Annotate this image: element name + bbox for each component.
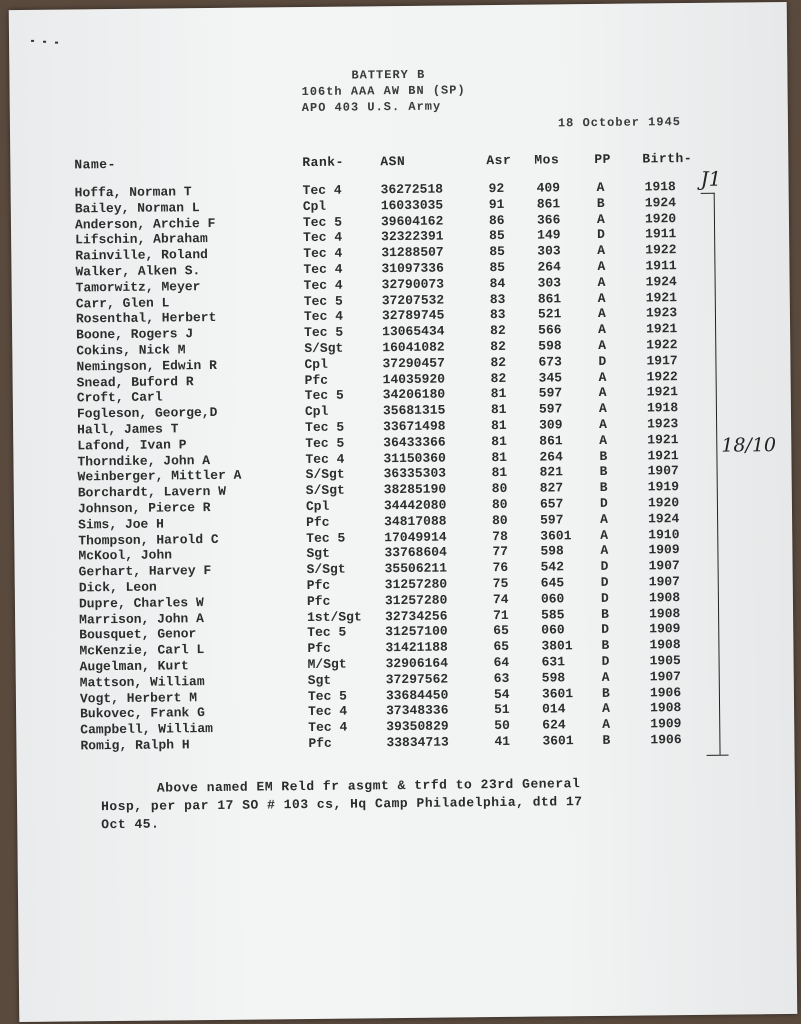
document-date: 18 October 1945 [557,115,682,131]
cell-name: Marrison, John A [79,610,205,627]
header-line-2: 106th AAA AW BN (SP) [301,83,466,100]
cell-name: Fogleson, George,D [76,405,218,422]
cell-pp: D [598,353,607,369]
cell-pp: D [601,622,610,638]
cell-rank: Tec 4 [303,277,343,293]
cell-rank: Tec 4 [303,245,343,262]
cell-asr: 91 [488,196,505,212]
cell-birth: 1920 [644,210,677,227]
cell-rank: Tec 4 [308,719,348,736]
cell-rank: Pfc [307,640,331,657]
cell-birth: 1924 [644,194,677,211]
cell-birth: 1905 [649,653,681,669]
cell-rank: Tec 4 [302,182,342,199]
cell-asr: 51 [493,702,510,718]
cell-name: Rosenthal, Herbert [75,310,217,327]
cell-pp: A [602,717,611,733]
cell-asr: 85 [489,259,506,276]
cell-asr: 82 [490,354,507,370]
cell-asn: 37297562 [385,671,449,687]
cell-mos: 597 [538,401,563,417]
cell-mos: 598 [541,670,566,686]
cell-mos: 821 [539,464,564,480]
cell-pp: A [601,701,610,717]
cell-name: Anderson, Archie F [74,215,216,233]
footer-line-1: Above named EM Reld fr asgmt & trfd to 23rd General [156,776,581,796]
cell-name: Bailey, Norman L [74,199,200,217]
cell-pp: A [600,511,608,527]
cell-pp: D [600,574,609,590]
footer-line-2: Hosp, per par 17 SO # 103 cs, Hq Camp Philadelphia, dtd 17 [100,794,583,815]
cell-name: Cokins, Nick M [76,342,186,359]
cell-birth: 1907 [647,463,679,479]
column-header-asr: Asr [486,152,512,169]
cell-asr: 80 [492,512,508,528]
cell-rank: Sgt [306,546,330,562]
cell-pp: A [597,274,606,290]
cell-asn: 32322391 [381,228,444,245]
cell-birth: 1917 [646,352,678,369]
cell-name: Johnson, Pierce R [77,500,211,517]
cell-mos: 303 [537,275,562,291]
cell-rank: Cpl [304,356,328,372]
cell-birth: 1922 [646,337,678,353]
cell-rank: Tec 4 [308,703,348,720]
cell-rank: Tec 5 [306,530,346,546]
cell-pp: A [597,258,606,274]
cell-pp: A [598,385,607,401]
cell-asn: 13065434 [382,323,445,340]
cell-pp: B [601,606,609,622]
cell-asr: 81 [491,465,508,481]
ink-speck [55,42,58,44]
cell-birth: 1918 [646,400,679,416]
cell-mos: 264 [539,448,563,465]
cell-rank: S/Sgt [306,561,346,578]
cell-birth: 1908 [648,589,681,606]
cell-name: Boone, Rogers J [76,326,194,343]
footer-line-3: Oct 45. [101,816,160,833]
cell-pp: B [601,685,610,701]
cell-asn: 37348336 [386,702,449,719]
cell-rank: Pfc [306,577,331,594]
cell-asr: 92 [488,180,505,197]
cell-asn: 31257280 [384,576,448,593]
cell-mos: 631 [541,654,566,670]
cell-name: McKool, John [78,547,173,564]
cell-pp: B [601,638,610,654]
cell-rank: Cpl [305,498,330,515]
cell-asn: 14035920 [382,371,446,387]
cell-mos: 598 [540,543,564,559]
cell-name: Thorndike, John A [77,452,211,469]
cell-name: Borchardt, Lavern W [77,484,227,501]
cell-birth: 1921 [645,289,678,306]
cell-name: Hall, James T [77,421,179,438]
cell-name: Nemingson, Edwin R [76,357,217,375]
cell-asr: 76 [492,560,509,576]
cell-mos: 060 [540,591,565,607]
cell-birth: 1911 [645,258,677,274]
cell-mos: 624 [542,717,566,733]
cell-asn: 36433366 [383,434,446,450]
document-page [9,2,798,1022]
cell-pp: A [600,543,609,559]
cell-name: Hoffa, Norman T [74,184,192,201]
cell-name: Lafond, Ivan P [77,437,187,454]
cell-asr: 65 [493,623,509,639]
cell-asr: 41 [494,733,511,750]
cell-asn: 38285190 [383,481,447,498]
cell-birth: 1920 [647,495,680,511]
cell-name: Weinberger, Mittler A [77,468,242,485]
cell-pp: A [596,211,605,227]
cell-pp: D [599,495,608,511]
cell-asr: 85 [489,244,505,260]
cell-asn: 34817088 [384,513,447,529]
cell-rank: Tec 5 [307,688,348,704]
cell-asn: 32734256 [385,608,448,624]
cell-mos: 827 [539,480,564,496]
cell-name: Rainville, Roland [75,247,208,264]
cell-mos: 521 [537,306,562,322]
cell-asn: 32790073 [381,276,445,293]
cell-rank: S/Sgt [305,467,345,483]
cell-pp: A [601,669,610,685]
cell-asr: 81 [490,402,507,418]
cell-name: Carr, Glen L [75,295,170,312]
cell-mos: 3801 [541,638,573,654]
cell-birth: 1919 [647,479,680,495]
cell-rank: Cpl [302,198,327,214]
cell-asn: 31097336 [381,260,444,277]
cell-asn: 16041082 [382,339,445,356]
cell-name: Vogt, Herbert M [79,689,198,706]
cell-asn: 36272518 [380,181,444,198]
cell-birth: 1907 [648,558,680,574]
cell-asr: 81 [491,449,508,465]
cell-birth: 1922 [645,242,677,258]
column-header-asn: ASN [380,153,406,170]
cell-rank: Tec 5 [307,624,347,641]
cell-name: Thompson, Harold C [78,531,219,548]
cell-birth: 1907 [649,668,682,685]
cell-rank: S/Sgt [305,482,345,499]
cell-birth: 1909 [649,621,681,637]
cell-asn: 32789745 [381,307,445,324]
cell-name: McKenzie, Carl L [79,642,205,659]
cell-rank: Pfc [306,593,331,609]
cell-rank: Tec 4 [303,309,344,325]
cell-name: Walker, Alken S. [75,263,201,280]
cell-mos: 566 [538,322,562,338]
cell-pp: D [600,590,609,606]
cell-rank: Tec 5 [305,435,345,451]
cell-mos: 3601 [540,527,572,544]
cell-pp: D [600,559,609,575]
cell-asn: 35681315 [382,402,446,419]
cell-mos: 861 [536,196,561,212]
cell-mos: 366 [536,211,561,228]
cell-rank: Pfc [304,372,329,388]
cell-asn: 39350829 [386,718,449,735]
cell-asn: 33768604 [384,544,447,561]
cell-name: Romig, Ralph H [80,737,190,754]
cell-name: Campbell, William [80,721,213,738]
cell-asn: 33684450 [385,687,449,703]
cell-pp: A [597,290,606,306]
cell-rank: Tec 5 [303,293,343,309]
cell-pp: A [599,416,607,432]
cell-mos: 303 [537,243,561,259]
cell-mos: 597 [538,385,563,401]
cell-asr: 65 [493,639,510,655]
cell-mos: 309 [539,417,563,433]
column-header-rank: Rank- [302,154,344,171]
cell-asn: 34442080 [383,497,447,514]
cell-birth: 1911 [645,226,677,242]
cell-asn: 34206180 [382,386,446,403]
cell-birth: 1924 [648,510,680,527]
cell-asr: 81 [490,386,507,402]
cell-mos: 585 [541,606,565,623]
cell-asr: 82 [490,370,507,386]
cell-rank: 1st/Sgt [307,609,362,625]
cell-mos: 542 [540,559,565,575]
cell-asr: 83 [489,307,506,323]
handwritten-date-note: 18/10 [721,434,777,457]
cell-birth: 1907 [648,574,681,590]
cell-asn: 33834713 [386,734,449,751]
cell-asr: 78 [492,528,508,544]
cell-birth: 1918 [644,179,676,195]
cell-asr: 82 [490,323,506,339]
cell-asn: 39604162 [380,213,444,229]
cell-mos: 3601 [542,733,574,749]
cell-rank: Tec 4 [305,451,345,467]
cell-rank: Tec 4 [303,230,343,246]
cell-mos: 657 [539,496,564,512]
cell-pp: B [599,480,608,496]
cell-birth: 1909 [648,542,680,558]
cell-asr: 84 [489,275,506,291]
cell-mos: 861 [537,290,562,307]
cell-mos: 060 [541,622,565,638]
cell-birth: 1908 [648,605,681,622]
cell-mos: 014 [541,701,566,717]
cell-name: Snead, Buford R [76,373,194,391]
cell-rank: Pfc [308,735,332,752]
cell-asr: 83 [489,291,506,307]
cell-asn: 33671498 [383,418,446,435]
cell-asr: 86 [488,212,505,228]
column-header-mos: Mos [534,152,560,168]
cell-name: Tamorwitz, Meyer [75,278,201,296]
header-line-1: BATTERY B [351,67,426,83]
column-header-birth: Birth- [642,150,693,167]
cell-birth: 1906 [649,684,682,701]
cell-birth: 1922 [646,368,678,385]
cell-pp: A [598,369,607,385]
cell-rank: Pfc [306,514,330,530]
cell-mos: 598 [538,338,562,354]
cell-name: Dick, Leon [78,579,157,596]
ink-speck [31,40,34,42]
cell-birth: 1921 [646,384,679,400]
cell-birth: 1909 [650,716,682,732]
cell-name: Bousquet, Genor [79,626,197,643]
cell-mos: 645 [540,575,565,591]
cell-asr: 77 [492,544,509,560]
cell-mos: 673 [538,354,562,370]
cell-pp: A [598,337,607,353]
cell-pp: D [597,227,605,243]
cell-birth: 1923 [645,305,678,321]
cell-rank: M/Sgt [307,656,347,673]
cell-asr: 64 [493,654,510,671]
bracket-top [701,193,715,194]
ink-speck [43,41,46,43]
cell-pp: A [598,401,607,417]
cell-asr: 63 [493,670,510,686]
cell-asr: 85 [489,228,505,244]
cell-pp: A [600,527,609,543]
cell-birth: 1921 [647,431,679,448]
cell-pp: B [596,195,605,211]
cell-asr: 71 [493,607,509,623]
cell-birth: 1921 [647,447,679,464]
cell-birth: 1908 [649,700,682,716]
cell-asn: 35506211 [384,560,448,577]
column-header-name: Name- [74,156,116,173]
cell-pp: A [599,432,608,448]
cell-rank: Tec 5 [304,388,344,404]
handwritten-initials: J1 [700,166,722,191]
cell-mos: 345 [538,369,563,386]
cell-pp: A [597,243,606,259]
cell-asn: 31150360 [383,450,446,466]
cell-asr: 81 [491,433,507,449]
cell-asn: 31257100 [385,623,448,640]
cell-mos: 861 [539,433,563,449]
cell-asr: 50 [494,718,510,734]
cell-name: Lifschin, Abraham [75,231,208,248]
cell-asn: 31421188 [385,639,448,656]
bracket-bottom [707,755,729,756]
cell-asn: 31257280 [384,592,448,608]
cell-name: Sims, Joe H [78,516,165,533]
cell-asr: 54 [493,686,510,702]
cell-rank: Cpl [304,403,329,420]
cell-pp: B [599,464,608,480]
cell-name: Augelman, Kurt [79,658,189,675]
header-line-3: APO 403 U.S. Army [301,99,442,116]
cell-asr: 82 [490,338,506,355]
cell-asn: 17049914 [384,529,447,545]
cell-name: Dupre, Charles W [78,594,204,612]
cell-asr: 74 [492,591,509,607]
cell-pp: D [601,653,610,669]
cell-mos: 264 [537,259,561,275]
cell-birth: 1908 [649,637,681,653]
column-header-pp: PP [594,151,612,167]
cell-asn: 37207532 [381,292,445,308]
cell-asn: 36335303 [383,465,447,482]
cell-rank: S/Sgt [304,340,344,357]
cell-rank: Tec 5 [304,324,344,341]
cell-pp: A [598,322,606,338]
cell-birth: 1921 [646,321,678,337]
cell-mos: 149 [537,227,561,243]
cell-asr: 80 [491,496,508,513]
cell-name: Mattson, William [79,673,205,691]
cell-rank: Sgt [307,672,332,688]
cell-rank: Tec 5 [302,214,343,230]
cell-birth: 1924 [645,273,677,290]
cell-asr: 80 [491,481,508,497]
cell-mos: 597 [540,512,564,528]
cell-mos: 3601 [541,685,574,702]
cell-asn: 31288507 [381,244,444,261]
cell-asr: 81 [491,417,507,434]
cell-mos: 409 [536,180,561,196]
cell-name: Bukovec, Frank G [80,705,206,722]
cell-pp: B [602,732,611,748]
cell-asn: 16033035 [380,197,444,214]
cell-birth: 1906 [650,732,682,748]
cell-pp: A [597,306,606,322]
cell-name: Croft, Carl [76,389,163,406]
cell-birth: 1910 [648,526,680,543]
cell-rank: Tec 5 [305,419,345,436]
cell-pp: B [599,448,608,464]
cell-birth: 1923 [647,416,679,432]
cell-asn: 37290457 [382,355,445,372]
cell-asn: 32906164 [385,655,449,672]
cell-asr: 75 [492,575,509,592]
cell-rank: Tec 4 [303,261,343,278]
cell-name: Gerhart, Harvey F [78,563,212,580]
cell-pp: A [596,179,605,195]
